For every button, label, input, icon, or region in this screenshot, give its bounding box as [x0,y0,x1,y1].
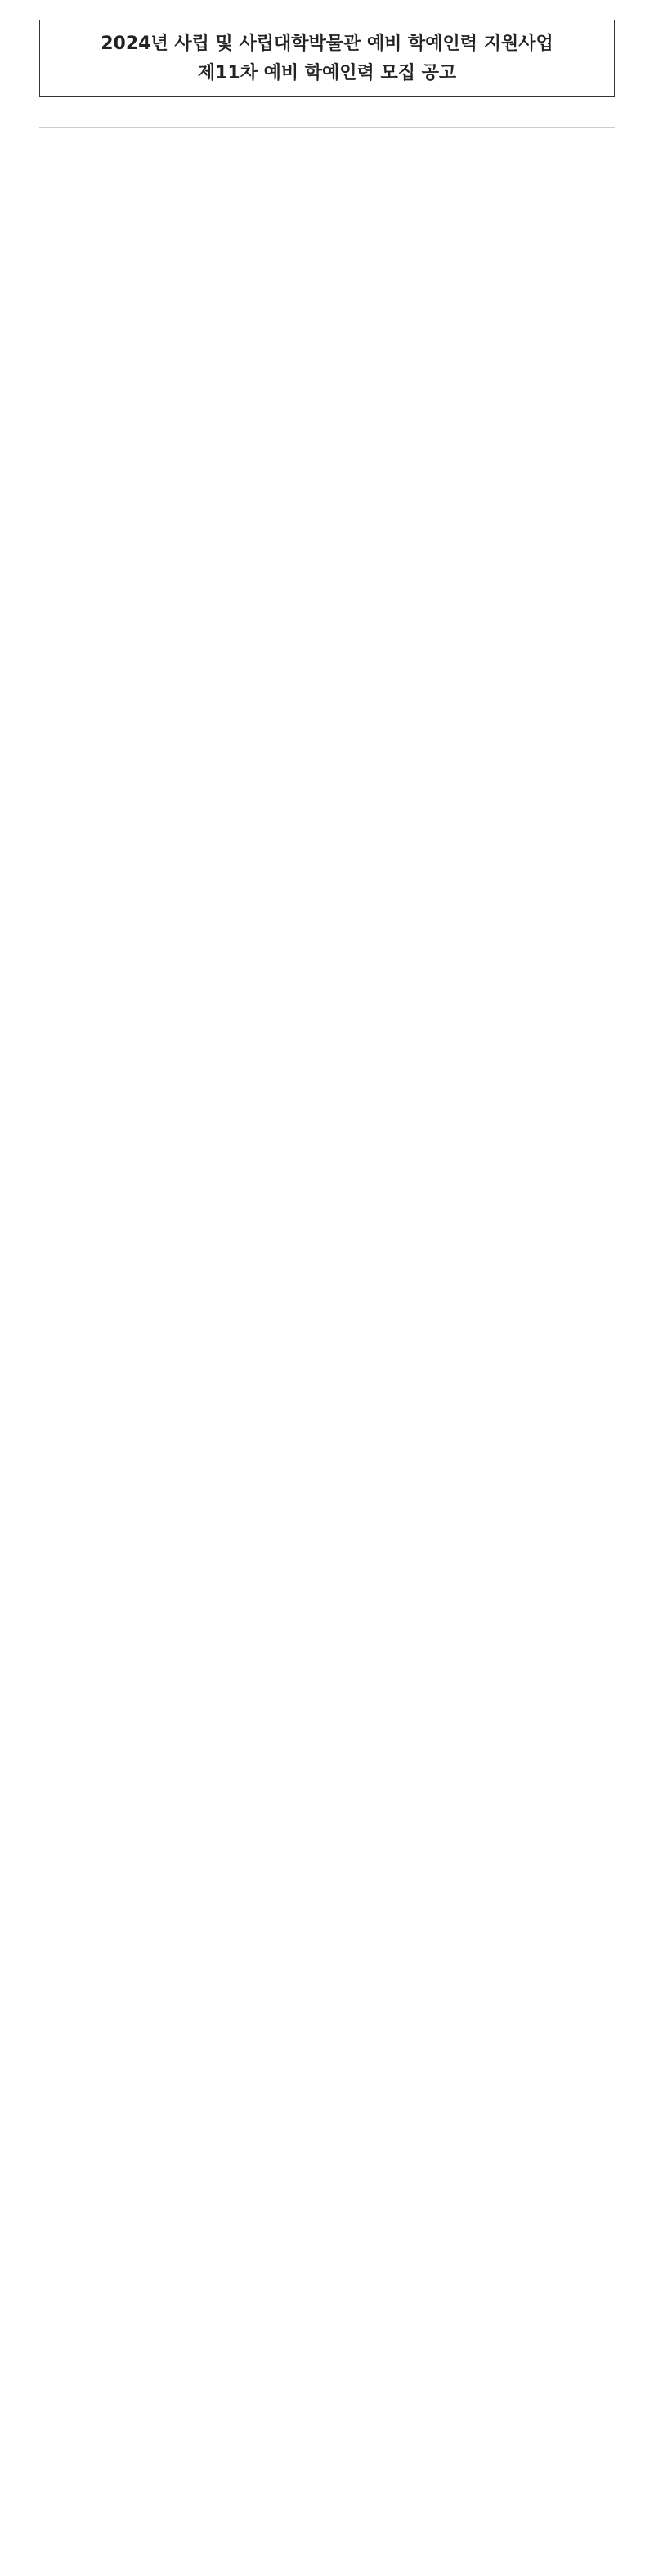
title-box [39,20,615,97]
notice-subtitle: 제11차 예비 학예인력 모집 공고 [197,62,457,83]
notice-title: 2024년 사립 및 사립대학박물관 예비 학예인력 지원사업 [101,34,553,54]
notice-body [39,127,615,2556]
